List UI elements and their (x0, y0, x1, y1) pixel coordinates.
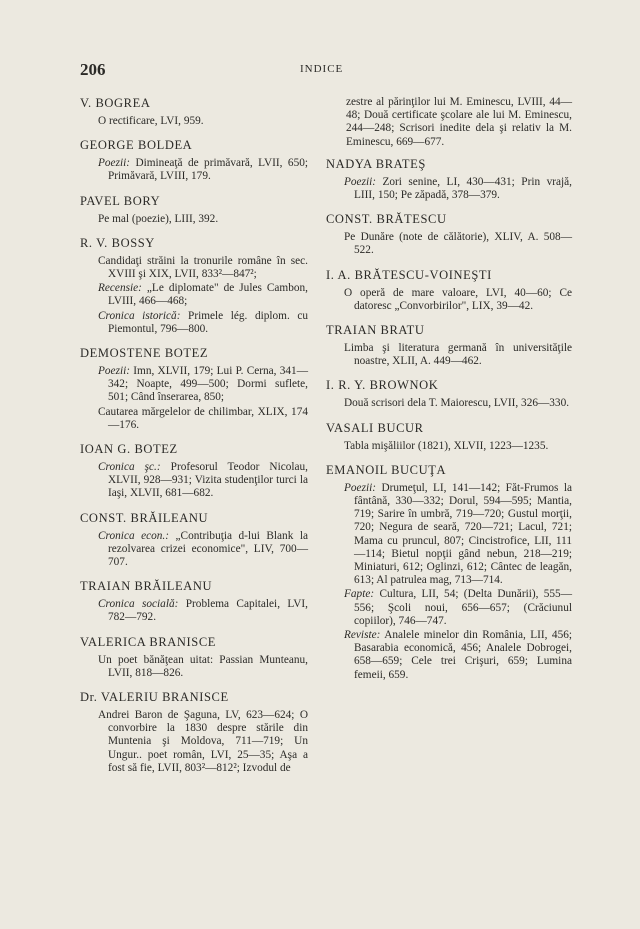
entry-item (88, 310, 308, 336)
index-entry (326, 157, 572, 202)
item-text: O rectificare, LVI, 959. (98, 115, 204, 127)
item-text: Dimineaţă de primăvară, LVII, 650; Primăvară, LVIII, 179. (108, 157, 309, 183)
entry-item (88, 530, 308, 570)
item-text: Problema Capitalei, LVI, 782—792. (108, 598, 308, 624)
entry-item (334, 482, 572, 588)
right-column-entries (326, 157, 572, 682)
item-text: Limba şi literatura germană în universităţile noastre, XLII, A. 449—462. (344, 342, 572, 368)
item-text: Profesorul Teodor Nicolau, XLVII, 928—931; Vizita studenţilor turci la Iaşi, XLVII, 681—682. (108, 461, 308, 500)
section-label: Cronica econ.: (98, 529, 170, 542)
author-name: TRAIAN BRATU (326, 323, 425, 338)
author-name: PAVEL BORY (80, 193, 161, 208)
item-text: Primele lég. diplom. cu Piemontul, 796—800. (108, 309, 309, 335)
item-text: Candidaţi străini la tronurile române în sec. XVIII şi XIX, LVII, 833²—847²; (98, 254, 308, 281)
entry-item (88, 255, 308, 281)
author-name: DEMOSTENE BOTEZ (80, 346, 209, 361)
entry-item (334, 287, 572, 313)
author-name: NADYA BRATEŞ (326, 156, 426, 171)
item-text: Tabla mişăliilor (1821), XLVII, 1223—1235. (344, 439, 549, 452)
author-name: V. BOGREA (80, 96, 151, 110)
item-text: Două scrisori dela T. Maiorescu, LVII, 326—330. (344, 397, 570, 410)
index-entry (80, 579, 308, 624)
entry-item (88, 406, 308, 432)
item-text: Cautarea mărgelelor de chilimbar, XLIX, 174—176. (98, 405, 308, 431)
index-entry (80, 236, 308, 336)
author-name: VALERICA BRANISCE (80, 634, 217, 649)
author-name: VASALI BUCUR (326, 420, 424, 435)
index-entry (80, 138, 308, 183)
entry-item (334, 629, 572, 682)
author-name: I. A. BRĂTESCU-VOINEŞTI (326, 267, 492, 282)
right-column (326, 96, 572, 692)
running-title: INDICE (300, 63, 344, 75)
entry-item (88, 115, 308, 128)
item-text: Imn, XLVII, 179; Lui P. Cerna, 341—342; Noapte, 499—500; Dormi suflete, 501; Când înserarea, 850; (108, 365, 308, 404)
section-label: Cronica istorică: (98, 309, 181, 322)
entry-item (88, 213, 308, 226)
entry-item (334, 231, 572, 257)
section-label: Recensie: (98, 282, 142, 295)
item-text: Analele minelor din România, LII, 456; Basarabia economică, 456; Analele Dobrogei, 658—659; Cele trei Crişuri, 659; Lumina femeii, 659. (354, 629, 572, 681)
item-text: Pe Dunăre (note de călătorie), XLIV, A. 508—522. (344, 231, 572, 257)
entry-item (88, 157, 308, 183)
author-name: IOAN G. BOTEZ (80, 442, 178, 457)
item-text: Andrei Baron de Şaguna, LV, 623—624; O convorbire la 1830 despre stările din Muntenia şi Moldova, 711—719; Un Ungur.. poet român, LVI, 25—35; Aşa a fost să fie, LVII, 803²—812²; Izvodul de (98, 709, 308, 774)
index-entry (326, 323, 572, 368)
entry-item (334, 176, 572, 202)
item-text: Zori senine, LI, 430—431; Prin vrajă, LIII, 150; Pe zăpadă, 378—379. (354, 175, 572, 202)
section-label: Fapte: (344, 588, 375, 601)
index-entry (80, 96, 308, 128)
author-name: GEORGE BOLDEA (80, 138, 193, 153)
section-label: Poezii: (344, 175, 376, 188)
index-entry (80, 690, 308, 775)
continued-entry-text: zestre al părinţilor lui M. Eminescu, LVIII, 44—48; Două certificate şcolare ale lui M. Eminescu, 244—248; Scrisori inedite dela şi relativ la M. Eminescu, 669—677. (346, 96, 572, 148)
index-entry (80, 346, 308, 432)
entry-item (334, 440, 572, 453)
item-text: Un poet bănăţean uitat: Passian Munteanu, LVII, 818—826. (98, 653, 308, 679)
page-header (0, 60, 640, 80)
entry-item (88, 461, 308, 501)
item-text: „Contribuţia d-lui Blank la rezolvarea crizei economice", LIV, 700—707. (108, 529, 309, 569)
index-entry (326, 212, 572, 257)
index-entry (326, 463, 572, 682)
author-name: Dr. VALERIU BRANISCE (80, 690, 229, 705)
author-name: CONST. BRĂILEANU (80, 510, 209, 525)
item-text: Cultura, LII, 54; (Delta Dunării), 555—556; Şcoli noui, 656—657; (Crăciunul copiilor), 746—747. (354, 588, 573, 627)
entry-item (88, 709, 308, 775)
section-label: Poezii: (344, 481, 376, 494)
index-entry (326, 378, 572, 410)
index-entry (80, 194, 308, 226)
section-label: Poezii: (98, 157, 130, 170)
section-label: Poezii: (98, 365, 130, 378)
entry-item (88, 598, 308, 624)
item-text: „Le diplomate" de Jules Cambon, LVIII, 466—468; (108, 282, 308, 308)
entry-item (334, 342, 572, 368)
section-label: Cronica şc.: (98, 461, 161, 474)
item-text: Pe mal (poezie), LIII, 392. (98, 212, 219, 225)
left-column (80, 96, 308, 785)
index-entry (80, 635, 308, 680)
index-entry (326, 421, 572, 453)
index-entry (326, 268, 572, 313)
author-name: TRAIAN BRĂILEANU (80, 579, 213, 594)
section-label: Cronica socială: (98, 598, 179, 611)
entry-item (334, 588, 572, 628)
author-name: EMANOIL BUCUŢA (326, 462, 447, 477)
page-number: 206 (80, 60, 106, 79)
index-entry (80, 511, 308, 570)
index-entry (80, 442, 308, 501)
entry-item (88, 365, 308, 405)
section-label: Reviste: (344, 629, 381, 642)
item-text: Drumeţul, LI, 141—142; Făt-Frumos la fântână, 330—332; Dorul, 594—595; Mantia, 719; Sarire în umbră, 719—720; Gustul morţii, 720; Negura de seară, 720—721; Lacul, 721; Mama cu pruncul, 807; Cincistrofice, LII, 111—114; Bietul nopţii gând nebun, 218—219; Miniaturi, 612; Oglinzi, 612; Cântec de leagăn, 613; Al patrulea mag, 713—714. (354, 481, 572, 587)
item-text: O operă de mare valoare, LVI, 40—60; Ce datoresc „Convorbirilor", LIX, 39—42. (344, 286, 572, 312)
author-name: I. R. Y. BROWNOK (326, 378, 439, 393)
entry-item (88, 654, 308, 680)
entry-item (334, 397, 572, 410)
author-name: CONST. BRĂTESCU (326, 212, 447, 227)
author-name: R. V. BOSSY (80, 235, 155, 250)
entry-item (88, 282, 308, 308)
